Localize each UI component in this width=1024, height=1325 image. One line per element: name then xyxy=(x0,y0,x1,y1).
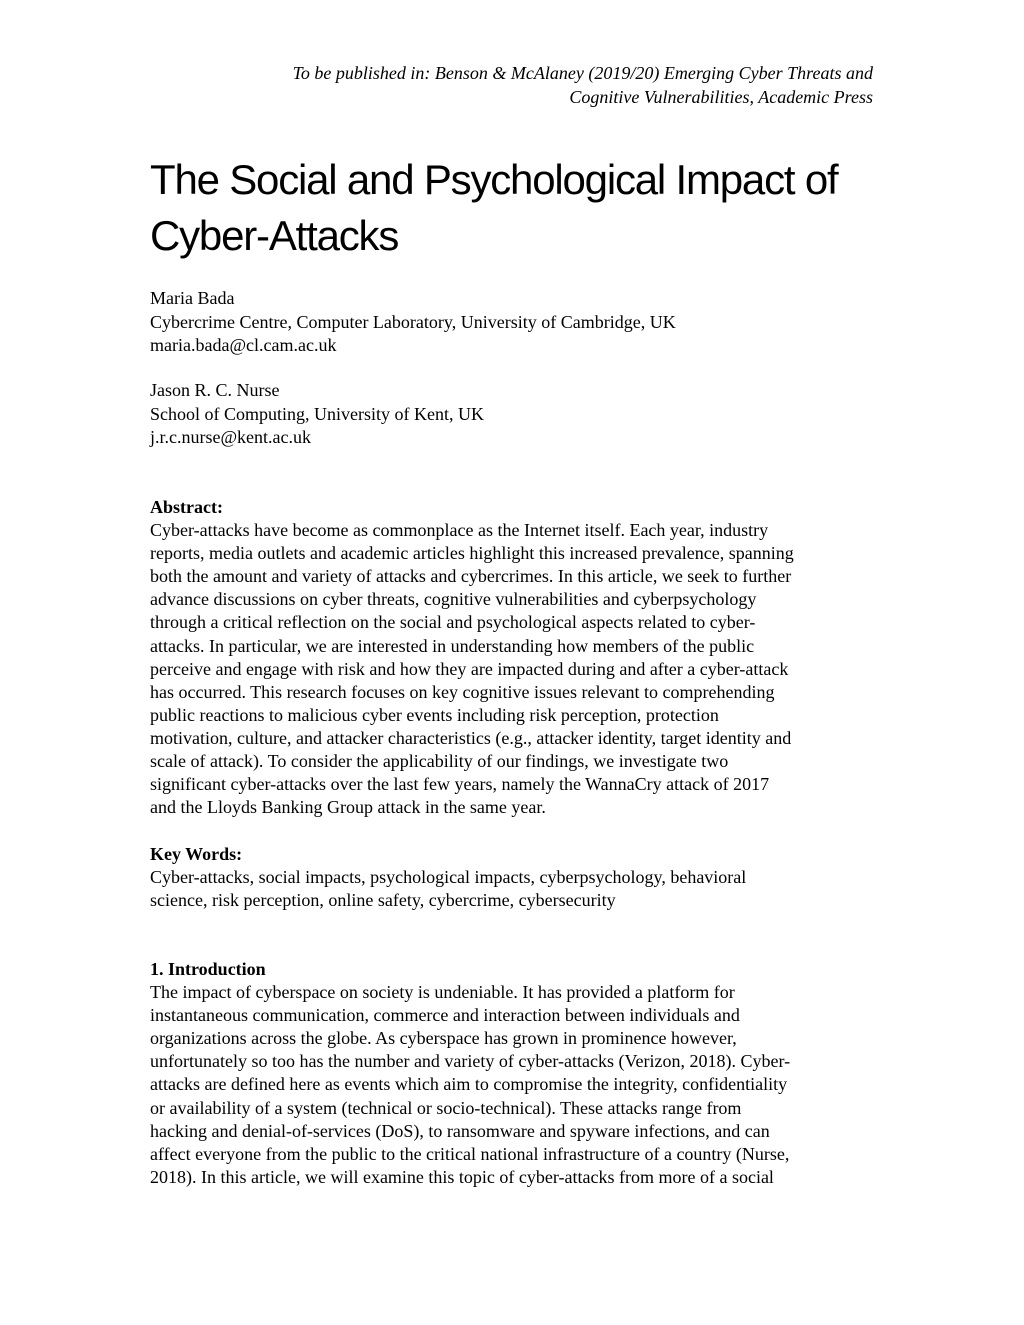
author-affiliation: School of Computing, University of Kent, UK xyxy=(150,403,484,424)
introduction-heading: 1. Introduction xyxy=(150,959,266,979)
introduction-section xyxy=(150,958,880,1189)
introduction-line: 2018). In this article, we will examine this topic of cyber-attacks from more of a social xyxy=(150,1166,774,1187)
abstract-line: has occurred. This research focuses on key cognitive issues relevant to comprehending xyxy=(150,681,775,702)
introduction-line: or availability of a system (technical or socio-technical). These attacks range from xyxy=(150,1097,742,1118)
abstract-heading: Abstract: xyxy=(150,497,223,517)
publication-note xyxy=(113,61,873,109)
keywords-line: Cyber-attacks, social impacts, psychological impacts, cyberpsychology, behavioral xyxy=(150,867,747,888)
abstract-line: motivation, culture, and attacker characteristics (e.g., attacker identity, target identity and xyxy=(150,727,792,748)
author-block xyxy=(150,287,910,358)
keywords-heading: Key Words: xyxy=(150,844,243,864)
abstract-line: scale of attack). To consider the applicability of our findings, we investigate two xyxy=(150,751,729,772)
title-line: The Social and Psychological Impact of xyxy=(150,156,838,203)
introduction-line: affect everyone from the public to the critical national infrastructure of a country (Nurse, xyxy=(150,1143,790,1164)
keywords-line: science, risk perception, online safety, cybercrime, cybersecurity xyxy=(150,890,616,911)
abstract-line: and the Lloyds Banking Group attack in the same year. xyxy=(150,797,546,818)
paper-title xyxy=(150,152,910,264)
abstract-line: both the amount and variety of attacks and cybercrimes. In this article, we seek to further xyxy=(150,566,792,587)
keywords-section xyxy=(150,843,880,912)
abstract-line: perceive and engage with risk and how they are impacted during and after a cyber-attack xyxy=(150,658,789,679)
author-affiliation: Cybercrime Centre, Computer Laboratory, University of Cambridge, UK xyxy=(150,311,676,332)
author-email: maria.bada@cl.cam.ac.uk xyxy=(150,335,337,355)
publication-note-line: Cognitive Vulnerabilities, Academic Press xyxy=(569,87,873,107)
publication-note-line: To be published in: Benson & McAlaney (2019/20) Emerging Cyber Threats and xyxy=(292,63,873,83)
abstract-line: through a critical reflection on the social and psychological aspects related to cyber- xyxy=(150,612,756,633)
abstract-line: Cyber-attacks have become as commonplace as the Internet itself. Each year, industry xyxy=(150,520,769,541)
introduction-line: attacks are defined here as events which aim to compromise the integrity, confidentiality xyxy=(150,1074,788,1095)
abstract-line: significant cyber-attacks over the last few years, namely the WannaCry attack of 2017 xyxy=(150,774,770,795)
abstract-line: public reactions to malicious cyber events including risk perception, protection xyxy=(150,704,719,725)
author-block xyxy=(150,379,910,450)
abstract-line: advance discussions on cyber threats, cognitive vulnerabilities and cyberpsychology xyxy=(150,589,757,610)
abstract-line: reports, media outlets and academic articles highlight this increased prevalence, spanning xyxy=(150,543,794,564)
author-name: Maria Bada xyxy=(150,288,235,308)
author-name: Jason R. C. Nurse xyxy=(150,380,280,400)
introduction-line: organizations across the globe. As cyberspace has grown in prominence however, xyxy=(150,1028,737,1049)
author-email: j.r.c.nurse@kent.ac.uk xyxy=(150,427,312,447)
title-line: Cyber-Attacks xyxy=(150,212,399,259)
introduction-line: instantaneous communication, commerce and interaction between individuals and xyxy=(150,1005,740,1026)
introduction-line: The impact of cyberspace on society is undeniable. It has provided a platform for xyxy=(150,982,735,1003)
introduction-line: unfortunately so too has the number and variety of cyber-attacks (Verizon, 2018). Cyber- xyxy=(150,1051,791,1072)
abstract-line: attacks. In particular, we are interested in understanding how members of the public xyxy=(150,635,755,656)
abstract-section xyxy=(150,496,880,819)
introduction-line: hacking and denial-of-services (DoS), to ransomware and spyware infections, and can xyxy=(150,1120,770,1141)
